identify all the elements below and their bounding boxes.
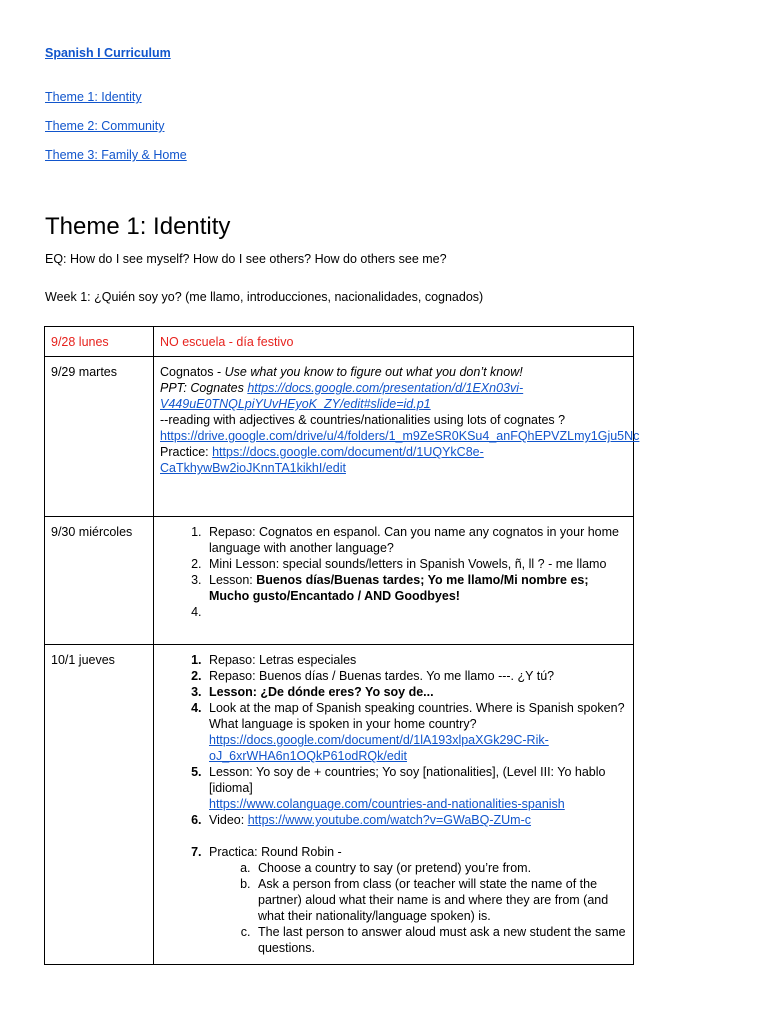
table-row bbox=[45, 645, 634, 965]
date-cell: 9/29 martes bbox=[45, 357, 154, 517]
lesson-list bbox=[160, 524, 627, 620]
date-cell: 10/1 jueves bbox=[45, 645, 154, 965]
list-item bbox=[205, 700, 627, 764]
toc-link-theme-3[interactable]: Theme 3: Family & Home bbox=[45, 148, 187, 162]
week-title: Week 1: ¿Quién soy yo? (me llamo, introducciones, nacionalidades, cognados) bbox=[45, 290, 484, 304]
activity-cell bbox=[154, 517, 634, 645]
list-item bbox=[205, 844, 627, 956]
ppt-link[interactable]: https://docs.google.com/presentation/d/1EXn03vi-V449uE0TNQLpiYUvHEyoK_ZY/edit#slide=id.p1 bbox=[160, 381, 524, 411]
practica-steps bbox=[209, 860, 627, 956]
practica-label: Practica: Round Robin - bbox=[209, 845, 342, 859]
practice-label: Practice: bbox=[160, 445, 213, 459]
list-item bbox=[205, 572, 627, 604]
list-item bbox=[205, 812, 627, 844]
lesson-list bbox=[160, 652, 627, 956]
practice-doc-link[interactable]: https://docs.google.com/document/d/1UQYkC8e-CaTkhywBw2ioJKnnTA1kikhI/edit bbox=[160, 445, 484, 475]
date-cell: 9/28 lunes bbox=[45, 327, 154, 357]
colanguage-link[interactable]: https://www.colanguage.com/countries-and-nationalities-spanish bbox=[209, 797, 565, 811]
table-row bbox=[45, 357, 634, 517]
map-task: Look at the map of Spanish speaking countries. Where is Spanish spoken? What language is spoken in your home country? bbox=[209, 701, 625, 731]
lesson-topics: Buenos días/Buenas tardes; Yo me llamo/Mi nombre es; Mucho gusto/Encantado / AND Goodbyes! bbox=[209, 573, 589, 603]
list-item: 2. Mini Lesson: special sounds/letters in Spanish Vowels, ñ, ll ? - me llamo bbox=[205, 556, 627, 572]
theme-heading: Theme 1: Identity bbox=[45, 213, 231, 240]
cognates-label: Cognatos - bbox=[160, 365, 225, 379]
list-item: 2. Repaso: Buenos días / Buenas tardes. Yo me llamo ---. ¿Y tú? bbox=[205, 668, 627, 684]
list-item bbox=[205, 764, 627, 812]
list-item: 1. Repaso: Cognatos en espanol. Can you name any cognatos in your home language with another language? bbox=[205, 524, 627, 556]
map-doc-link[interactable]: https://docs.google.com/document/d/1lA193xlpaXGk29C-Rik-oJ_6xrWHA6n1OQkP61odRQk/edit bbox=[209, 733, 549, 763]
toc-link-theme-1[interactable]: Theme 1: Identity bbox=[45, 90, 142, 104]
list-item: 3. Lesson: ¿De dónde eres? Yo soy de... bbox=[205, 684, 627, 700]
list-item: c. The last person to answer aloud must ask a new student the same questions. bbox=[254, 924, 627, 956]
lesson-label: Lesson: bbox=[209, 573, 257, 587]
table-row bbox=[45, 517, 634, 645]
list-item: 1. Repaso: Letras especiales bbox=[205, 652, 627, 668]
activity-cell bbox=[154, 645, 634, 965]
date-cell: 9/30 miércoles bbox=[45, 517, 154, 645]
list-item: b. Ask a person from class (or teacher will state the name of the partner) aloud what their name is and where they are from (and what their nationality/language spoken) is. bbox=[254, 876, 627, 924]
cognates-tagline: Use what you know to figure out what you don’t know! bbox=[224, 365, 523, 379]
countries-lesson: Lesson: Yo soy de + countries; Yo soy [nationalities], (Level III: Yo hablo [idioma] bbox=[209, 765, 606, 795]
essential-question: EQ: How do I see myself? How do I see others? How do others see me? bbox=[45, 252, 447, 266]
schedule-table bbox=[44, 326, 640, 965]
list-item-empty bbox=[205, 604, 627, 620]
drive-folder-link[interactable]: https://drive.google.com/drive/u/4/folders/1_m9ZeSR0KSu4_anFQhEPVZLmy1Gju5Nc bbox=[160, 429, 640, 443]
ppt-label: PPT: Cognates bbox=[160, 381, 248, 395]
activity-cell: NO escuela - día festivo bbox=[154, 327, 634, 357]
youtube-video-link[interactable]: https://www.youtube.com/watch?v=GWaBQ-ZUm-c bbox=[247, 813, 532, 827]
activity-cell bbox=[154, 357, 640, 517]
table-row bbox=[45, 327, 634, 357]
reading-note: --reading with adjectives & countries/nationalities using lots of cognates ? bbox=[160, 413, 566, 427]
list-item: a. Choose a country to say (or pretend) you’re from. bbox=[254, 860, 627, 876]
curriculum-title-link[interactable]: Spanish I Curriculum bbox=[45, 46, 171, 60]
toc-link-theme-2[interactable]: Theme 2: Community bbox=[45, 119, 165, 133]
video-label: Video: bbox=[209, 813, 248, 827]
